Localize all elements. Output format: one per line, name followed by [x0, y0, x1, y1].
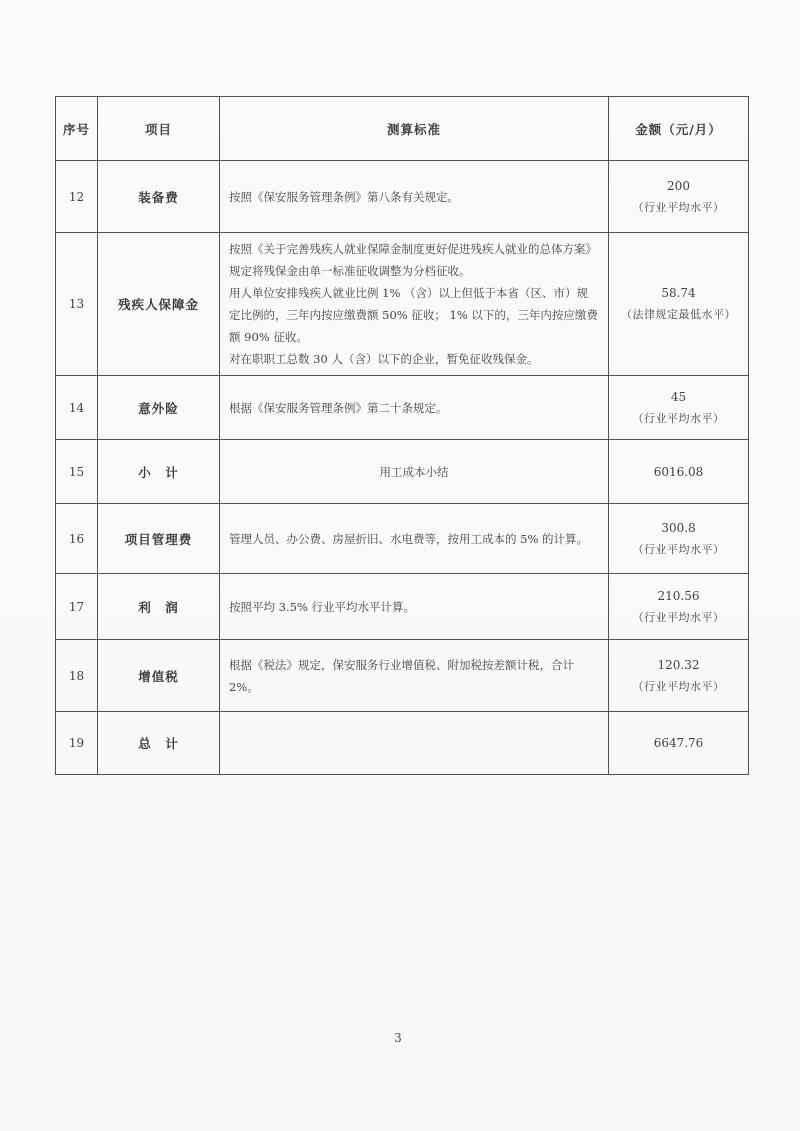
standard-text: 按照《关于完善残疾人就业保障金制度更好促进残疾人就业的总体方案》规定将残保金由单一标准征收调整为分档征收。 [229, 242, 597, 278]
table-header-row [56, 97, 749, 161]
table-row [56, 440, 749, 504]
amount-value: 6016.08 [653, 464, 704, 479]
amount-cell [609, 574, 749, 640]
standard-text: 按照《保安服务管理条例》第八条有关规定。 [229, 189, 459, 204]
standard-cell [220, 376, 609, 440]
cost-table [55, 96, 749, 775]
standard-cell [220, 712, 609, 775]
table-row [56, 376, 749, 440]
item-name: 小 计 [98, 440, 220, 504]
standard-cell [220, 640, 609, 712]
item-name: 装备费 [98, 161, 220, 233]
table-row [56, 640, 749, 712]
amount-note: （行业平均水平） [632, 411, 725, 425]
amount-cell [609, 640, 749, 712]
row-no: 12 [56, 161, 98, 233]
standard-text: 根据《税法》规定，保安服务行业增值税、附加税按差额计税，合计 2%。 [229, 657, 574, 694]
amount-note: （行业平均水平） [632, 610, 725, 624]
amount-cell [609, 161, 749, 233]
row-no: 17 [56, 574, 98, 640]
item-name: 增值税 [98, 640, 220, 712]
standard-cell [220, 440, 609, 504]
header-item: 项目 [98, 97, 220, 161]
amount-cell [609, 440, 749, 504]
page-number: 3 [394, 1031, 402, 1045]
standard-cell [220, 161, 609, 233]
standard-text: 管理人员、办公费、房屋折旧、水电费等，按用工成本的 5% 的计算。 [229, 531, 589, 546]
amount-note: （行业平均水平） [632, 542, 725, 556]
amount-value: 45 [670, 389, 687, 404]
table-row [56, 712, 749, 775]
amount-value: 300.8 [661, 520, 696, 535]
amount-value: 210.56 [657, 588, 700, 603]
header-no: 序号 [56, 97, 98, 161]
item-name: 意外险 [98, 376, 220, 440]
amount-note: （行业平均水平） [632, 679, 725, 693]
amount-value: 58.74 [661, 286, 696, 300]
row-no: 14 [56, 376, 98, 440]
table-row [56, 233, 749, 376]
amount-cell [609, 233, 749, 376]
amount-cell [609, 376, 749, 440]
standard-text: 根据《保安服务管理条例》第二十条规定。 [229, 400, 448, 415]
item-name: 残疾人保障金 [98, 233, 220, 376]
row-no: 13 [56, 233, 98, 376]
standard-text: 对在职职工总数 30 人（含）以下的企业，暂免征收残保金。 [229, 352, 539, 366]
standard-text: 用人单位安排残疾人就业比例 1% （含）以上但低于本省（区、市）规定比例的，三年内按应缴费额 50% 征收； 1% 以下的，三年内按应缴费额 90% 征收。 [229, 286, 598, 344]
table-row [56, 504, 749, 574]
amount-note: （行业平均水平） [632, 200, 725, 214]
amount-value: 120.32 [657, 657, 700, 672]
row-no: 19 [56, 712, 98, 775]
standard-text: 按照平均 3.5% 行业平均水平计算。 [229, 599, 416, 614]
header-amount: 金额（元/月） [609, 97, 749, 161]
standard-cell [220, 504, 609, 574]
row-no: 15 [56, 440, 98, 504]
header-standard: 测算标准 [220, 97, 609, 161]
row-no: 16 [56, 504, 98, 574]
standard-text: 用工成本小结 [379, 464, 449, 479]
item-name: 项目管理费 [98, 504, 220, 574]
amount-value: 6647.76 [653, 736, 704, 750]
amount-cell [609, 712, 749, 775]
table-row [56, 574, 749, 640]
item-name: 利 润 [98, 574, 220, 640]
standard-cell [220, 574, 609, 640]
amount-note: （法律规定最低水平） [621, 308, 736, 321]
table-row [56, 161, 749, 233]
amount-cell [609, 504, 749, 574]
amount-value: 200 [667, 178, 690, 193]
standard-cell [220, 233, 609, 376]
item-name: 总 计 [98, 712, 220, 775]
row-no: 18 [56, 640, 98, 712]
